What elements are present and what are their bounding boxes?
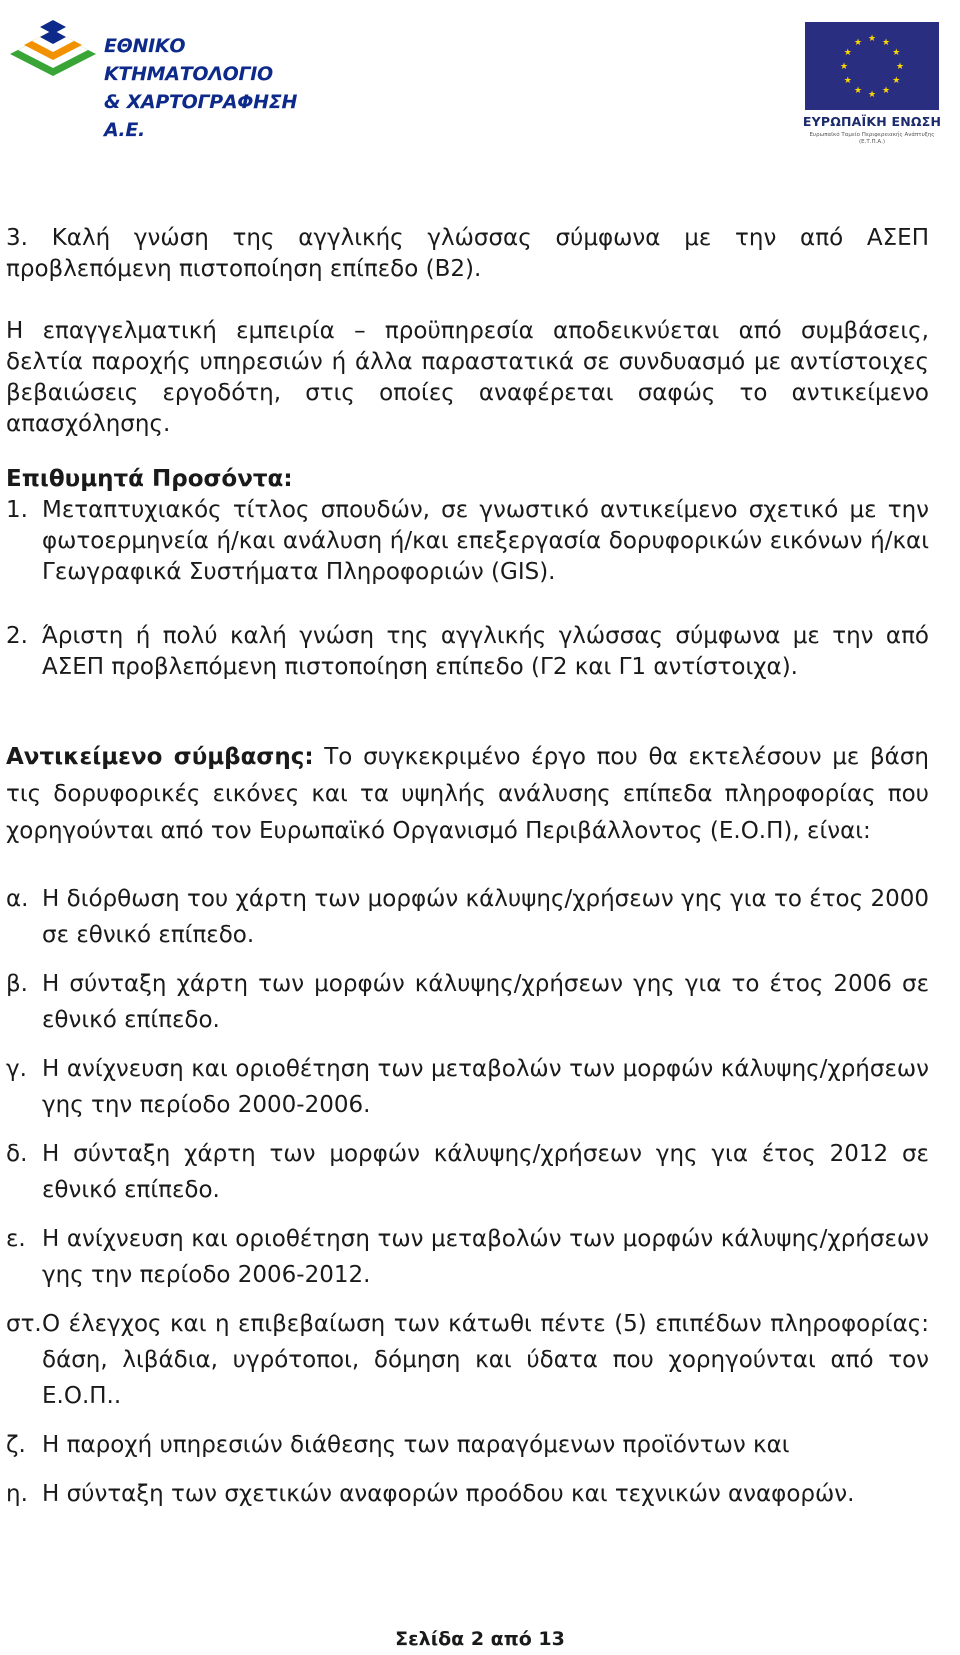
eu-star-icon: ★ — [892, 76, 901, 86]
logo-line-1: ΕΘΝΙΚΟ ΚΤΗΜΑΤΟΛΟΓΙΟ — [104, 35, 273, 85]
list-marker: ε. — [6, 1226, 26, 1252]
list-item-text: Η διόρθωση του χάρτη των μορφών κάλυψης/χρήσεων γης για το έτος 2000 σε εθνικό επίπεδο. — [42, 886, 929, 948]
contract-object-text: Το συγκεκριμένο έργο που θα εκτελέσουν με βάση τις δορυφορικές εικόνες και τα υψηλής ανάλυσης επίπεδα πληροφορίας που χορηγούνται από τον Ευρωπαϊκό Οργανισμό Περιβάλλοντος (Ε.Ο.Π), είναι: — [6, 744, 929, 844]
ktimatologio-logo — [6, 14, 316, 141]
item-text: Μεταπτυχιακός τίτλος σπουδών, σε γνωστικό αντικείμενο σχετικό με την φωτοερμηνεία ή/και ανάλυση ή/και επεξεργασία δορυφορικών εικόνων ή/και Γεωγραφικά Συστήματα Πληροφοριών (GIS). — [42, 497, 929, 585]
logo-line-2: & ΧΑΡΤΟΓΡΑΦΗΣΗ Α.Ε. — [104, 91, 298, 141]
eu-logo — [801, 22, 943, 148]
paragraph-experience-proof: Η επαγγελματική εμπειρία – προϋπηρεσία αποδεικνύεται από συμβάσεις, δελτία παροχής υπηρεσιών ή άλλα παραστατικά σε συνδυασμό με αντίστοιχες βεβαιώσεις εργοδότη, στις οποίες αναφέρεται σαφώς το αντικείμενο απασχόλησης. — [6, 318, 929, 437]
list-item — [6, 966, 929, 1038]
list-item-text: Η ανίχνευση και οριοθέτηση των μεταβολών των μορφών κάλυψης/χρήσεων γης την περίοδο 2000-2006. — [42, 1056, 929, 1118]
ktimatologio-wordmark — [104, 32, 316, 144]
list-item — [6, 1306, 929, 1414]
item-text: Άριστη ή πολύ καλή γνώση της αγγλικής γλώσσας σύμφωνα με την από ΑΣΕΠ προβλεπόμενη πιστοποίηση επίπεδο (Γ2 και Γ1 αντίστοιχα). — [42, 623, 929, 680]
item-number: 2. — [6, 623, 28, 649]
eu-label: ΕΥΡΩΠΑΪΚΗ ΕΝΩΣΗ — [802, 114, 942, 129]
list-marker: ζ. — [6, 1432, 26, 1458]
eu-star-icon: ★ — [881, 86, 891, 97]
task-list — [6, 881, 929, 1525]
list-marker: δ. — [6, 1141, 28, 1167]
list-item — [6, 1476, 929, 1512]
contract-object-label: Αντικείμενο σύμβασης: — [6, 744, 314, 770]
list-item — [6, 881, 929, 953]
page-header — [0, 0, 960, 160]
contract-object-paragraph — [6, 739, 929, 850]
list-marker: γ. — [6, 1056, 27, 1082]
desired-item — [6, 621, 929, 683]
list-item — [6, 1427, 929, 1463]
list-marker: α. — [6, 886, 29, 912]
eu-star-icon: ★ — [853, 86, 863, 97]
eu-star-icon: ★ — [892, 48, 901, 58]
list-marker: β. — [6, 971, 28, 997]
eu-flag-icon — [805, 22, 939, 110]
item-number: 1. — [6, 497, 28, 523]
eu-star-icon: ★ — [843, 48, 852, 58]
list-item — [6, 1221, 929, 1293]
eu-star-icon: ★ — [881, 37, 891, 48]
desired-qualifications-heading: Επιθυμητά Προσόντα: — [6, 466, 293, 492]
list-item-text: Η σύνταξη χάρτη των μορφών κάλυψης/χρήσεων γης για το έτος 2006 σε εθνικό επίπεδο. — [42, 971, 929, 1033]
list-marker: στ. — [6, 1311, 42, 1337]
eu-star-icon: ★ — [839, 62, 849, 72]
list-item-text: Η παροχή υπηρεσιών διάθεσης των παραγόμενων προϊόντων και — [42, 1432, 790, 1458]
list-item-text: Η ανίχνευση και οριοθέτηση των μεταβολών των μορφών κάλυψης/χρήσεων γης την περίοδο 2006-2012. — [42, 1226, 929, 1288]
list-item-text: Η σύνταξη των σχετικών αναφορών προόδου και τεχνικών αναφορών. — [42, 1481, 855, 1507]
list-item-text: Η σύνταξη χάρτη των μορφών κάλυψης/χρήσεων γης για έτος 2012 σε εθνικό επίπεδο. — [42, 1141, 929, 1203]
list-item-text: Ο έλεγχος και η επιβεβαίωση των κάτωθι πέντε (5) επιπέδων πληροφορίας: δάση, λιβάδια, υγρότοποι, δόμηση και ύδατα που χορηγούνται από τον Ε.Ο.Π.. — [42, 1311, 929, 1409]
list-item — [6, 1136, 929, 1208]
eu-star-icon: ★ — [853, 37, 863, 48]
page-number: Σελίδα 2 από 13 — [395, 1628, 565, 1650]
list-item — [6, 1051, 929, 1123]
desired-item — [6, 495, 929, 588]
list-marker: η. — [6, 1481, 28, 1507]
eu-star-icon: ★ — [867, 90, 877, 100]
ktimatologio-logo-icon — [6, 14, 101, 94]
eu-fund-caption: Ευρωπαϊκό Ταμείο Περιφερειακής Ανάπτυξης (Ε.Τ.Π.Α.) — [809, 132, 935, 145]
eu-star-icon: ★ — [843, 76, 852, 86]
eu-star-icon: ★ — [895, 62, 905, 72]
paragraph-english-requirement: 3. Καλή γνώση της αγγλικής γλώσσας σύμφωνα με την από ΑΣΕΠ προβλεπόμενη πιστοποίηση επίπεδο (Β2). — [6, 225, 929, 282]
eu-star-icon: ★ — [867, 34, 877, 44]
